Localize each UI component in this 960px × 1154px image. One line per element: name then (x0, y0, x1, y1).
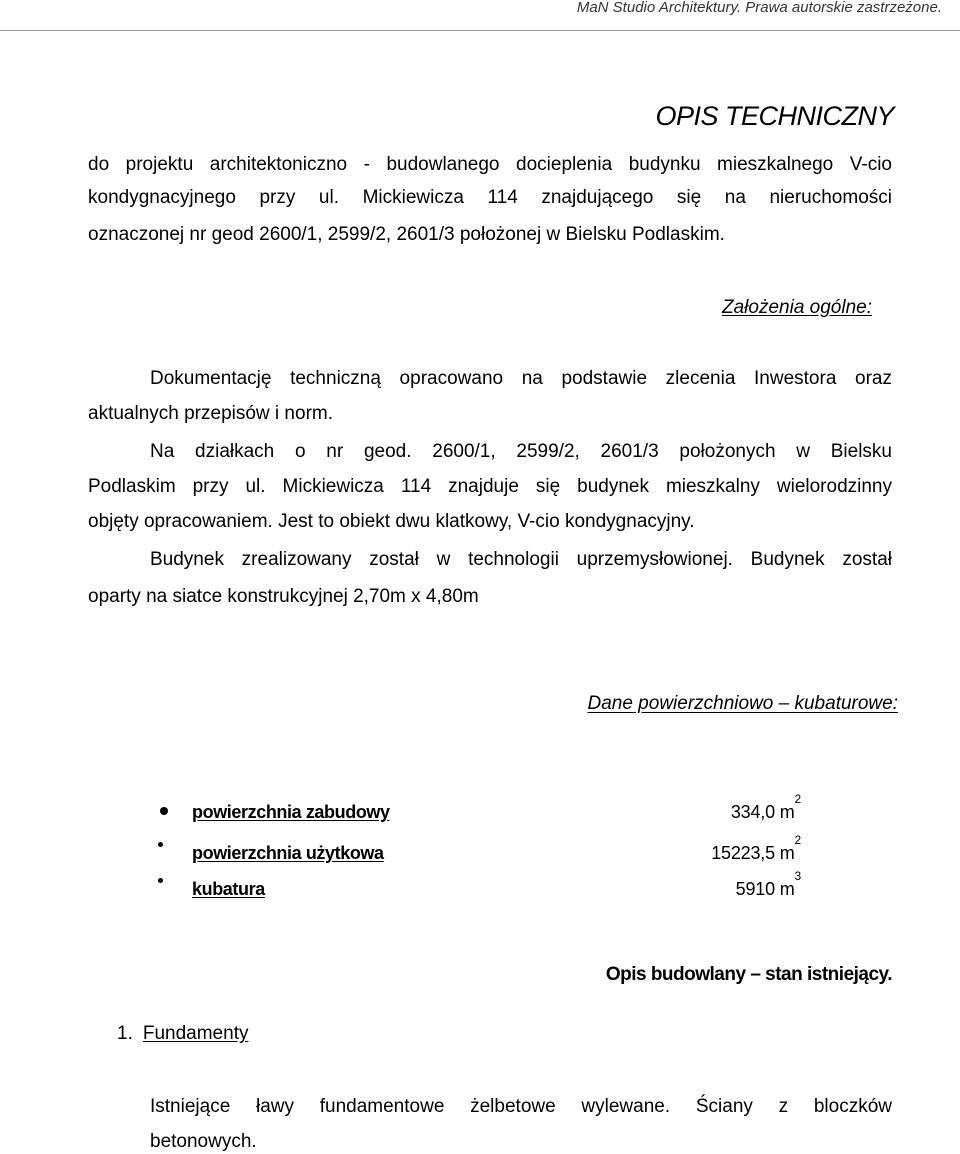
area-label-zabudowy: powierzchnia zabudowy (192, 802, 390, 822)
intro-line-3: oznaczonej nr geod 2600/1, 2599/2, 2601/3 położonej w Bielsku Podlaskim. (88, 224, 725, 245)
area-value-uzytkowa: 15223,5 $m^2$ (711, 833, 801, 863)
document-title: OPIS TECHNICZNY (655, 101, 894, 131)
fundamenty-line-1: Istniejące ławy fundamentowe żelbetowe wylewane. Ściany z bloczków (150, 1096, 892, 1117)
zalozenia-p3-line-2: oparty na siatce konstrukcyjnej 2,70m x 4,80m (88, 586, 479, 607)
stan-istniejacy-heading: Opis budowlany – stan istniejący. (605, 964, 892, 985)
zalozenia-p2-line-2: Podlaskim przy ul. Mickiewicza 114 znajduje się budynek mieszkalny wielorodzinny (88, 476, 892, 497)
fundamenty-heading (117, 1023, 248, 1045)
area-value-zabudowy: 334,0 $m^2$ (730, 792, 801, 822)
copyright-note: MaN Studio Architektury. Prawa autorskie zastrzeżone. (576, 0, 942, 16)
intro-line-2: kondygnacyjnego przy ul. Mickiewicza 114 znajdującego się na nieruchomości (88, 187, 892, 208)
fundamenty-label: Fundamenty (142, 1023, 249, 1044)
bullet-icon (160, 807, 168, 815)
area-value-kubatura: 5910 $m^3$ (735, 869, 801, 899)
area-label-uzytkowa: powierzchnia użytkowa (192, 843, 384, 863)
fundamenty-number: 1. (117, 1023, 133, 1044)
area-label-kubatura: kubatura (192, 879, 265, 899)
intro-line-1: do projektu architektoniczno - budowlanego docieplenia budynku mieszkalnego V-cio (88, 154, 892, 175)
bullet-icon (158, 842, 163, 847)
zalozenia-heading: Założenia ogólne: (722, 297, 872, 318)
zalozenia-p2-line-3: objęty opracowaniem. Jest to obiekt dwu klatkowy, V-cio kondygnacyjny. (88, 511, 695, 532)
zalozenia-p1-line-2: aktualnych przepisów i norm. (88, 403, 333, 424)
zalozenia-p2-line-1: Na działkach o nr geod. 2600/1, 2599/2, 2601/3 położonych w Bielsku (150, 441, 892, 462)
bullet-icon (158, 878, 163, 883)
dane-heading: Dane powierzchniowo – kubaturowe: (587, 693, 898, 714)
fundamenty-line-2: betonowych. (150, 1131, 257, 1152)
zalozenia-p3-line-1: Budynek zrealizowany został w technologii uprzemysłowionej. Budynek został (150, 549, 892, 570)
zalozenia-p1-line-1: Dokumentację techniczną opracowano na podstawie zlecenia Inwestora oraz (150, 368, 892, 389)
header-divider (0, 30, 960, 31)
